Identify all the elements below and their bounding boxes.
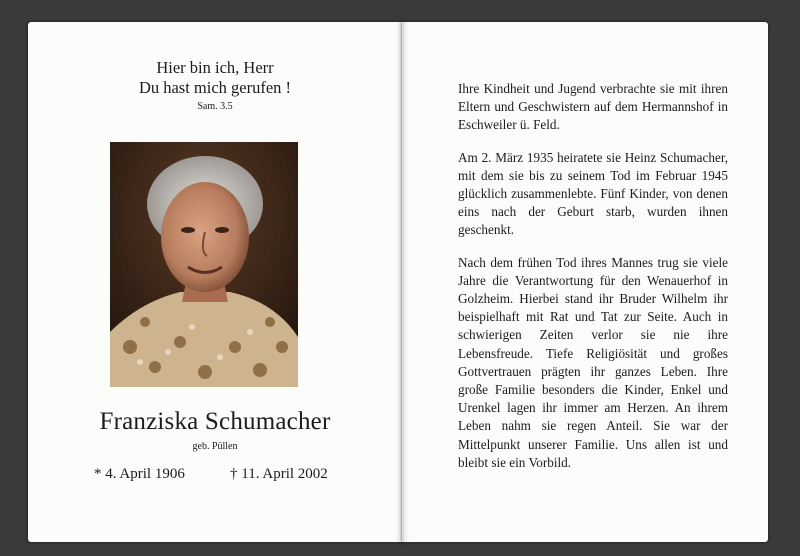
birth-date: * 4. April 1906 (94, 466, 185, 482)
death-date: † 11. April 2002 (230, 466, 328, 482)
biography-paragraph-1: Ihre Kindheit und Jugend verbrachte sie mit ihren Eltern und Geschwistern auf dem Hermannshof in Eschweiler ü. Feld. (458, 81, 728, 133)
biography (458, 80, 728, 486)
verse-reference: Sam. 3.5 (197, 101, 233, 112)
biography-paragraph-3: Nach dem frühen Tod ihres Mannes trug sie viele Jahre die Verantwortung für den Wenauerhof in Golzheim. Hierbei stand ihr Bruder Wilhelm ihr beispielhaft mit Rat und Tat zur Seite. Auch in schwierigen Zeiten verlor sie nie ihre Lebensfreude. Tiefe Religiösität und großes Gottvertrauen prägten ihr ganzes Leben. Ihre große Familie besonders die Kinder, Enkel und Urenkel lagen ihr immer am Herzen. An ihrem Leben nahm sie regen Anteil. Sie war der Mittelpunkt unserer Familie. Uns allen ist und bleibt sie ein Vorbild. (458, 254, 728, 470)
portrait-photo (110, 142, 298, 387)
maiden-name: geb. Püllen (192, 441, 238, 452)
bible-verse (28, 58, 402, 114)
biography-paragraph-2: Am 2. März 1935 heiratete sie Heinz Schumacher, mit dem sie bis zu seinem Tod im Februar 1945 glücklich zusammenlebte. Fünf Kinder, von denen eins nach der Geburt starb, wurden ihnen geschenkt. (458, 149, 728, 238)
portrait-image (110, 142, 298, 387)
verse-line-2: Du hast mich gerufen ! (138, 78, 292, 97)
deceased-name: Franziska Schumacher (99, 408, 331, 435)
page-fold (396, 22, 410, 542)
left-page (28, 22, 402, 542)
verse-line-1: Hier bin ich, Herr (156, 58, 274, 77)
right-page (402, 22, 768, 542)
